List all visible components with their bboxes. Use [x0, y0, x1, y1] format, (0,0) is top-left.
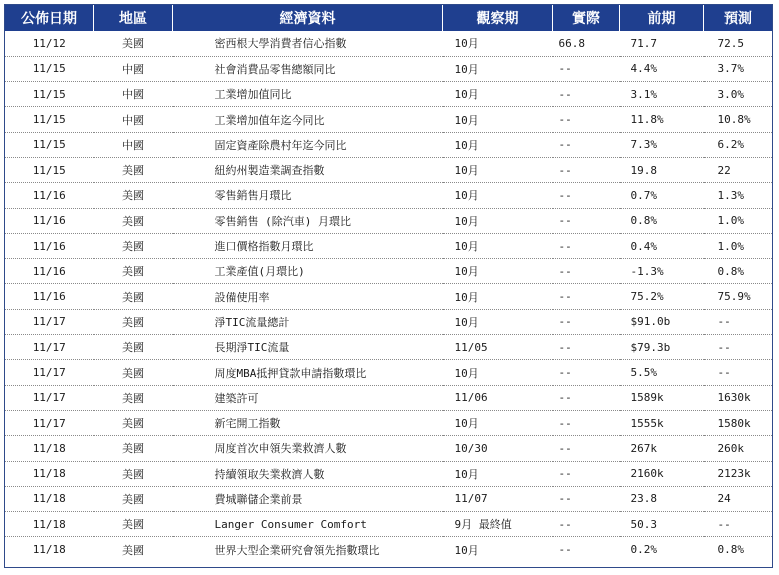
cell-region: 美國 — [94, 486, 173, 511]
cell-forecast: -- — [704, 309, 773, 334]
cell-indicator: 持續領取失業救濟人數 — [173, 461, 443, 486]
cell-indicator: 工業產值(月環比) — [173, 259, 443, 284]
cell-region: 美國 — [94, 309, 173, 334]
cell-forecast: 0.8% — [717, 543, 744, 557]
table-row[interactable] — [5, 233, 772, 258]
cell-date: 11/16 — [5, 233, 94, 258]
cell-period: 10月 — [443, 410, 553, 435]
cell-region: 美國 — [94, 208, 173, 233]
cell-region: 美國 — [94, 259, 173, 284]
cell-region: 美國 — [94, 335, 173, 360]
cell-actual: -- — [553, 233, 620, 258]
cell-date: 11/18 — [5, 461, 94, 486]
cell-previous: $91.0b — [620, 309, 704, 334]
cell-forecast: 1580k — [704, 410, 773, 435]
cell-actual: -- — [553, 410, 620, 435]
cell-indicator: 淨TIC流量總計 — [173, 309, 443, 334]
cell-actual: -- — [553, 461, 620, 486]
table-row[interactable] — [5, 335, 772, 360]
cell-actual: -- — [553, 284, 620, 309]
cell-date: 11/18 — [5, 512, 94, 537]
cell-period: 10月 — [443, 31, 553, 56]
cell-forecast: 75.9% — [704, 284, 773, 309]
cell-actual: 66.8 — [553, 31, 620, 56]
cell-date: 11/18 — [5, 436, 94, 461]
cell-forecast: 3.7% — [704, 56, 773, 81]
table-header-row — [5, 5, 772, 31]
cell-date: 11/18 — [5, 486, 94, 511]
cell-forecast: 10.8% — [704, 107, 773, 132]
cell-date: 11/15 — [5, 107, 94, 132]
cell-indicator: 工業增加值同比 — [173, 82, 443, 107]
cell-indicator: 零售銷售 (除汽車) 月環比 — [173, 208, 443, 233]
cell-actual: -- — [553, 385, 620, 410]
cell-previous: 75.2% — [620, 284, 704, 309]
cell-period: 10月 — [443, 233, 553, 258]
cell-region: 中國 — [94, 132, 173, 157]
economic-calendar-panel — [4, 4, 773, 568]
table-row[interactable] — [5, 360, 772, 385]
cell-date: 11/16 — [5, 208, 94, 233]
table-row[interactable] — [5, 461, 772, 486]
cell-date: 11/16 — [5, 183, 94, 208]
cell-period: 10月 — [443, 107, 553, 132]
cell-period: 10/30 — [443, 436, 553, 461]
cell-period: 10月 — [443, 56, 553, 81]
table-row[interactable] — [5, 82, 772, 107]
cell-previous: 267k — [620, 436, 704, 461]
cell-date: 11/17 — [5, 360, 94, 385]
cell-date: 11/18 — [32, 543, 66, 557]
cell-previous: 23.8 — [620, 486, 704, 511]
cell-region: 美國 — [94, 183, 173, 208]
cell-previous: $79.3b — [620, 335, 704, 360]
cell-forecast: 22 — [704, 157, 773, 182]
header-indicator[interactable]: 經濟資料 — [173, 5, 443, 31]
cell-indicator: 工業增加值年迄今同比 — [173, 107, 443, 132]
table-row[interactable] — [5, 56, 772, 81]
cell-region: 美國 — [94, 31, 173, 56]
cell-date: 11/15 — [5, 157, 94, 182]
cell-period: 10月 — [443, 259, 553, 284]
cell-previous: 5.5% — [620, 360, 704, 385]
cell-actual: -- — [553, 360, 620, 385]
cell-region: 美國 — [94, 284, 173, 309]
cell-actual: -- — [553, 157, 620, 182]
header-actual[interactable]: 實際 — [553, 5, 620, 31]
cell-actual: -- — [553, 486, 620, 511]
cell-actual: -- — [553, 436, 620, 461]
cell-region: 美國 — [94, 436, 173, 461]
cell-previous: -1.3% — [620, 259, 704, 284]
cell-previous: 7.3% — [620, 132, 704, 157]
cell-period: 9月 最終值 — [443, 512, 553, 537]
cell-forecast: 6.2% — [704, 132, 773, 157]
cell-previous: 4.4% — [620, 56, 704, 81]
cell-forecast: -- — [704, 512, 773, 537]
header-forecast[interactable]: 預測 — [724, 11, 752, 27]
table-row[interactable] — [5, 107, 772, 132]
cell-region: 美國 — [94, 157, 173, 182]
cell-previous: 2160k — [620, 461, 704, 486]
header-region[interactable]: 地區 — [94, 5, 173, 31]
cell-region: 中國 — [94, 82, 173, 107]
cell-indicator: 費城聯儲企業前景 — [173, 486, 443, 511]
cell-period: 10月 — [443, 157, 553, 182]
table-row[interactable] — [5, 410, 772, 435]
cell-indicator: 設備使用率 — [173, 284, 443, 309]
cell-date: 11/15 — [5, 132, 94, 157]
table-body — [5, 31, 772, 562]
table-row[interactable] — [5, 157, 772, 182]
cell-actual: -- — [553, 132, 620, 157]
cell-region: 中國 — [94, 107, 173, 132]
cell-region: 中國 — [94, 56, 173, 81]
cell-period: 11/06 — [443, 385, 553, 410]
cell-forecast: 260k — [704, 436, 773, 461]
cell-actual: -- — [553, 82, 620, 107]
cell-period: 11/07 — [443, 486, 553, 511]
cell-period: 10月 — [443, 132, 553, 157]
cell-actual: -- — [553, 183, 620, 208]
cell-previous: 11.8% — [620, 107, 704, 132]
cell-date: 11/17 — [5, 309, 94, 334]
cell-forecast: -- — [704, 335, 773, 360]
cell-indicator: 世界大型企業研究會領先指數環比 — [214, 543, 380, 557]
cell-period: 10月 — [443, 208, 553, 233]
cell-forecast: 3.0% — [704, 82, 773, 107]
economic-calendar-table — [5, 5, 772, 562]
cell-previous: 0.7% — [620, 183, 704, 208]
table-row[interactable] — [5, 436, 772, 461]
cell-indicator: 周度MBA抵押貸款申請指數環比 — [173, 360, 443, 385]
cell-date: 11/16 — [5, 259, 94, 284]
table-row[interactable] — [5, 512, 772, 537]
cell-region: 美國 — [94, 360, 173, 385]
cell-forecast: 24 — [704, 486, 773, 511]
cell-indicator: Langer Consumer Comfort — [173, 512, 443, 537]
cell-forecast: 1.0% — [704, 233, 773, 258]
cell-previous: 0.8% — [620, 208, 704, 233]
cell-date: 11/15 — [5, 56, 94, 81]
table-row[interactable] — [5, 385, 772, 410]
table-row[interactable] — [5, 208, 772, 233]
table-row[interactable] — [5, 486, 772, 511]
cell-indicator: 新宅開工指數 — [173, 410, 443, 435]
cell-period: 10月 — [443, 360, 553, 385]
cell-region: 美國 — [94, 461, 173, 486]
cell-indicator: 周度首次申領失業救濟人數 — [173, 436, 443, 461]
cell-previous: 71.7 — [620, 31, 704, 56]
cell-date: 11/15 — [5, 82, 94, 107]
cell-previous: 3.1% — [620, 82, 704, 107]
cell-forecast: 0.8% — [704, 259, 773, 284]
cell-forecast: 1.3% — [704, 183, 773, 208]
cell-indicator: 長期淨TIC流量 — [173, 335, 443, 360]
cell-actual: -- — [553, 309, 620, 334]
cell-indicator: 密西根大學消費者信心指數 — [173, 31, 443, 56]
cell-region: 美國 — [94, 512, 173, 537]
cell-forecast: 1630k — [704, 385, 773, 410]
cell-previous: 0.2% — [630, 543, 657, 557]
cell-actual: -- — [558, 543, 572, 557]
cell-previous: 1589k — [620, 385, 704, 410]
cell-actual: -- — [553, 259, 620, 284]
cell-period: 10月 — [443, 284, 553, 309]
cell-region: 美國 — [94, 385, 173, 410]
cell-period: 10月 — [443, 82, 553, 107]
table-row[interactable] — [5, 309, 772, 334]
cell-indicator: 零售銷售月環比 — [173, 183, 443, 208]
cell-date: 11/17 — [5, 410, 94, 435]
cell-region: 美國 — [94, 410, 173, 435]
cell-region: 美國 — [94, 233, 173, 258]
cell-actual: -- — [553, 512, 620, 537]
cell-forecast: -- — [704, 360, 773, 385]
header-period[interactable]: 觀察期 — [443, 5, 553, 31]
cell-region: 美國 — [122, 543, 144, 557]
table-row[interactable] — [5, 284, 772, 309]
cell-actual: -- — [553, 107, 620, 132]
header-date[interactable]: 公佈日期 — [5, 5, 94, 31]
cell-indicator: 紐約州製造業調查指數 — [173, 157, 443, 182]
cell-date: 11/16 — [5, 284, 94, 309]
header-previous[interactable]: 前期 — [620, 5, 704, 31]
cell-date: 11/17 — [5, 385, 94, 410]
cell-previous: 19.8 — [620, 157, 704, 182]
cell-period: 10月 — [454, 543, 479, 557]
cell-period: 11/05 — [443, 335, 553, 360]
table-row[interactable] — [5, 132, 772, 157]
table-row[interactable] — [5, 537, 772, 562]
cell-previous: 1555k — [620, 410, 704, 435]
table-row[interactable] — [5, 183, 772, 208]
cell-indicator: 社會消費品零售總額同比 — [173, 56, 443, 81]
table-row[interactable] — [5, 31, 772, 56]
cell-forecast: 72.5 — [704, 31, 773, 56]
cell-period: 10月 — [443, 183, 553, 208]
cell-actual: -- — [553, 335, 620, 360]
cell-indicator: 固定資產除農村年迄今同比 — [173, 132, 443, 157]
cell-date: 11/12 — [5, 31, 94, 56]
cell-period: 10月 — [443, 309, 553, 334]
cell-period: 10月 — [443, 461, 553, 486]
cell-indicator: 建築許可 — [173, 385, 443, 410]
cell-forecast: 2123k — [704, 461, 773, 486]
cell-indicator: 進口價格指數月環比 — [173, 233, 443, 258]
cell-previous: 50.3 — [620, 512, 704, 537]
cell-forecast: 1.0% — [704, 208, 773, 233]
cell-actual: -- — [553, 208, 620, 233]
cell-previous: 0.4% — [620, 233, 704, 258]
cell-actual: -- — [553, 56, 620, 81]
cell-date: 11/17 — [5, 335, 94, 360]
table-row[interactable] — [5, 259, 772, 284]
